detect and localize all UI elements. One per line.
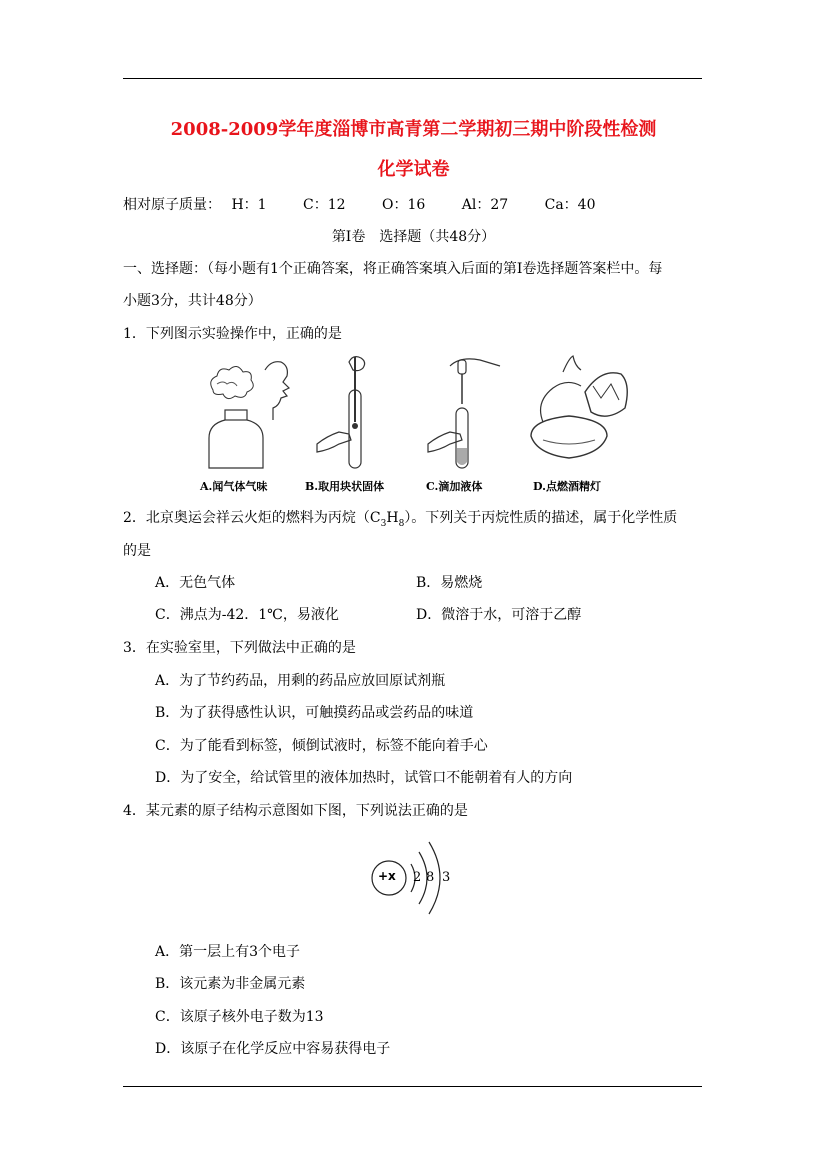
q4-option-c: C．该原子核外电子数为13 [155, 1009, 324, 1025]
footer-rule [123, 1086, 702, 1087]
instructions-line-1: 一、选择题：（每小题有1个正确答案，将正确答案填入后面的第Ⅰ卷选择题答案栏中。每 [123, 261, 663, 277]
exam-title: 2008-2009学年度淄博市高青第二学期初三期中阶段性检测 [170, 119, 657, 140]
q1-caption-c: C.滴加液体 [426, 480, 483, 493]
q2-stem-part-2: H [386, 510, 399, 526]
test-tube-solid-illustration [305, 352, 415, 472]
q2-stem-line-2: 的是 [123, 543, 151, 559]
q4-option-a: A．第一层上有3个电子 [155, 944, 301, 960]
atomic-mass-ca: Ca：40 [544, 197, 596, 213]
exam-subtitle: 化学试卷 [377, 159, 450, 180]
shell-3-count: 3 [442, 870, 451, 885]
q3-option-b: B．为了获得感性认识，可触摸药品或尝药品的味道 [155, 705, 474, 721]
q1-caption-d: D.点燃酒精灯 [533, 480, 601, 493]
q1-figure-a [195, 352, 295, 497]
q4-option-d: D．该原子在化学反应中容易获得电子 [155, 1041, 391, 1057]
atomic-mass-o: O：16 [382, 197, 426, 213]
q2-stem-part-1: 2．北京奥运会祥云火炬的燃料为丙烷（C [123, 510, 381, 526]
q1-figure-b [305, 352, 415, 497]
q2-stem-part-3: ）。下列关于丙烷性质的描述，属于化学性质 [404, 510, 678, 526]
q2-stem [123, 509, 677, 533]
q1-figure-d [523, 352, 638, 497]
section-heading: 第Ⅰ卷 选择题（共48分） [331, 229, 496, 245]
shell-1-count: 2 [413, 870, 422, 885]
q4-option-b: B．该元素为非金属元素 [155, 976, 306, 992]
shell-2-count: 8 [426, 870, 435, 885]
nucleus-label: +x [378, 869, 396, 883]
q2-option-c: C．沸点为-42．1℃，易液化 [155, 607, 339, 623]
q2-option-a: A．无色气体 [155, 575, 236, 591]
q1-figure-c [420, 352, 520, 497]
atomic-mass-line [123, 196, 628, 214]
atomic-mass-label: 相对原子质量： [123, 197, 221, 213]
q4-stem: 4．某元素的原子结构示意图如下图，下列说法正确的是 [123, 803, 468, 819]
dropper-illustration [420, 352, 520, 472]
header-rule [123, 78, 702, 79]
atomic-mass-h: H：1 [231, 197, 267, 213]
q3-stem: 3．在实验室里，下列做法中正确的是 [123, 640, 356, 656]
smell-gas-illustration [195, 352, 295, 472]
q1-stem: 1．下列图示实验操作中，正确的是 [123, 326, 342, 342]
q2-option-d: D．微溶于水，可溶于乙醇 [416, 607, 582, 623]
atomic-mass-al: Al：27 [461, 197, 509, 213]
q2-subscript-3: 3 [380, 518, 387, 529]
alcohol-lamp-illustration [523, 352, 638, 472]
q3-option-d: D．为了安全，给试管里的液体加热时，试管口不能朝着有人的方向 [155, 770, 573, 786]
q2-subscript-8: 8 [398, 518, 405, 529]
q3-option-c: C．为了能看到标签，倾倒试液时，标签不能向着手心 [155, 738, 488, 754]
q3-option-a: A．为了节约药品，用剩的药品应放回原试剂瓶 [155, 673, 446, 689]
q2-option-b: B．易燃烧 [416, 575, 483, 591]
q1-caption-b: B.取用块状固体 [305, 480, 385, 493]
instructions-line-2: 小题3分，共计48分） [123, 293, 262, 309]
atomic-structure-diagram [365, 828, 465, 928]
q1-caption-a: A.闻气体气味 [200, 480, 268, 493]
atomic-mass-c: C：12 [303, 197, 346, 213]
